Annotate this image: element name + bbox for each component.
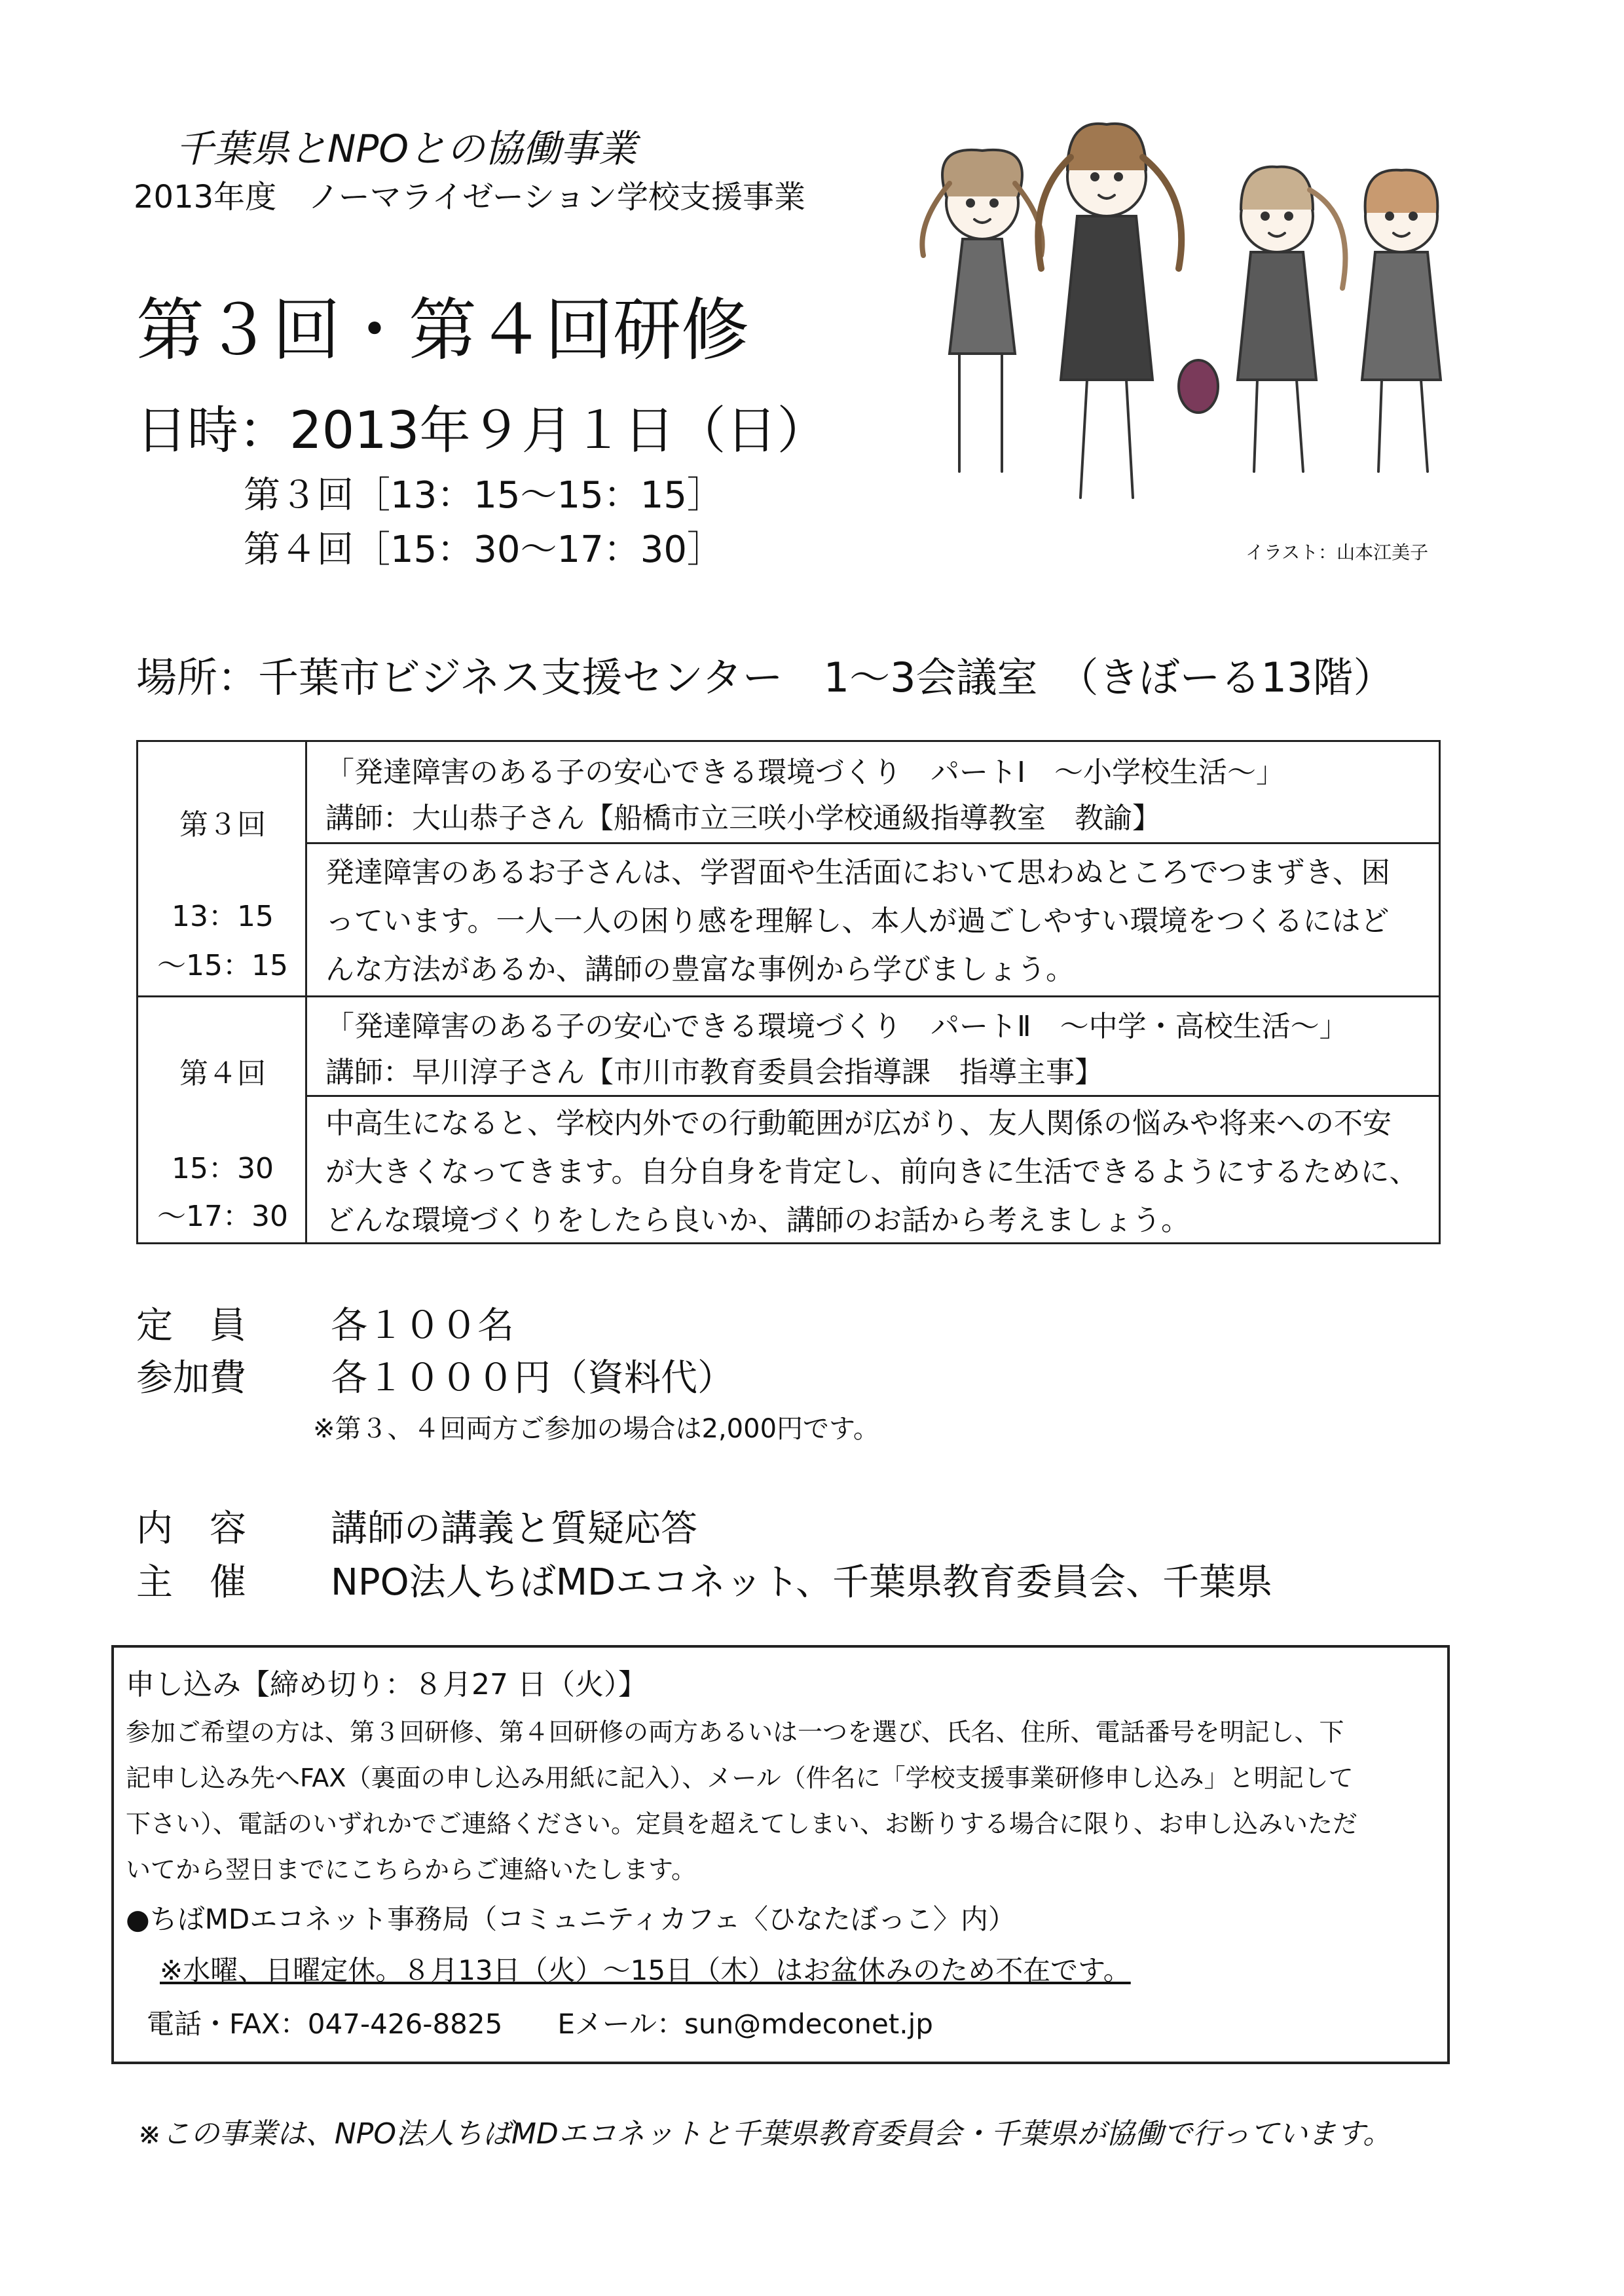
office-info: ●ちばMDエコネット事務局（コミュニティカフェ〈ひなたぼっこ〉内） <box>126 1903 1016 1935</box>
collab-label: 千葉県とNPOとの協働事業 <box>175 126 637 171</box>
table-row <box>138 742 1439 997</box>
contact-info: 電話・FAX：047-426-8825 Eメール：sun@mdeconet.jp <box>147 2008 933 2040</box>
capacity-label: 定 員 <box>136 1305 246 1347</box>
session-desc-line: どんな環境づくりをしたら良いか、講師のお話から考えましょう。 <box>325 1204 1190 1237</box>
session-label: 第３回 <box>179 808 266 842</box>
host-value: NPO法人ちばMDエコネット、千葉県教育委員会、千葉県 <box>331 1561 1273 1604</box>
session4-time: 第４回［15：30〜17：30］ <box>244 528 724 571</box>
session3-time: 第３回［13：15〜15：15］ <box>244 474 724 517</box>
schedule-table <box>136 740 1441 1244</box>
application-line: 下さい）、電話のいずれかでご連絡ください。定員を超えてしまい、お断りする場合に限り、お申し込みいただ <box>126 1809 1358 1838</box>
session-label-cell <box>138 742 307 995</box>
session-topic: 「発達障害のある子の安心できる環境づくり パートⅠ 〜小学校生活〜」 <box>325 756 1285 789</box>
session-desc-cell <box>307 843 1439 995</box>
session-time-start: 13：15 <box>172 900 274 933</box>
fee-value: 各１０００円（資料代） <box>331 1357 734 1399</box>
content-label: 内 容 <box>136 1508 246 1550</box>
page-title: 第３回・第４回研修 <box>136 290 750 370</box>
application-line: いてから翌日までにこちらからご連絡いたします。 <box>126 1855 696 1884</box>
venue: 場所：千葉市ビジネス支援センター 1〜3会議室 （きぼーる13階） <box>136 654 1394 701</box>
session-topic-cell <box>307 742 1439 844</box>
session-desc-line: 中高生になると、学校内外での行動範囲が広がり、友人関係の悩みや将来への不安 <box>325 1107 1392 1140</box>
session-lecturer: 講師：早川淳子さん【市川市教育委員会指導課 指導主事】 <box>325 1056 1103 1089</box>
application-heading: 申し込み【締め切り：８月27 日（火）】 <box>126 1668 647 1701</box>
fee-note: ※第３、４回両方ご参加の場合は2,000円です。 <box>313 1414 879 1444</box>
session-time-end: 〜17：30 <box>157 1200 288 1233</box>
session-topic-cell <box>307 997 1439 1097</box>
session-label: 第４回 <box>179 1057 266 1090</box>
application-box <box>111 1645 1450 2064</box>
illustration-credit: イラスト：山本江美子 <box>1246 542 1429 563</box>
session-time-end: 〜15：15 <box>157 949 288 982</box>
session-time-start: 15：30 <box>172 1152 274 1185</box>
host-label: 主 催 <box>136 1561 246 1604</box>
content-value: 講師の講義と質疑応答 <box>331 1508 697 1550</box>
session-desc-line: っています。一人一人の困り感を理解し、本人が過ごしやすい環境をつくるにはど <box>325 904 1390 938</box>
application-line: 記申し込み先へFAX（裏面の申し込み用紙に記入）、メール（件名に「学校支援事業研修申し込み」と明記して <box>126 1764 1354 1792</box>
session-desc-line: 発達障害のあるお子さんは、学習面や生活面において思わぬところでつまずき、困 <box>325 856 1390 889</box>
session-lecturer: 講師：大山恭子さん【船橋市立三咲小学校通級指導教室 教諭】 <box>325 802 1161 835</box>
session-desc-line: が大きくなってきます。自分自身を肯定し、前向きに生活できるようにするために、 <box>325 1155 1418 1189</box>
session-desc-cell <box>307 1097 1439 1244</box>
project-label: 2013年度 ノーマライゼーション学校支援事業 <box>134 179 805 215</box>
illustration-girls <box>910 105 1473 537</box>
session-topic: 「発達障害のある子の安心できる環境づくり パートⅡ 〜中学・高校生活〜」 <box>325 1010 1348 1043</box>
event-date: 日時：2013年９月１日（日） <box>136 401 828 460</box>
footer-note: ※この事業は、NPO法人ちばMDエコネットと千葉県教育委員会・千葉県が協働で行っています。 <box>138 2117 1392 2151</box>
capacity-value: 各１００名 <box>331 1305 514 1347</box>
session-label-cell <box>138 997 307 1244</box>
application-line: 参加ご希望の方は、第３回研修、第４回研修の両方あるいは一つを選び、氏名、住所、電話番号を明記し、下 <box>126 1718 1344 1747</box>
table-row <box>138 997 1439 1244</box>
session-desc-line: んな方法があるか、講師の豊富な事例から学びましょう。 <box>325 953 1075 986</box>
closed-days: ※水曜、日曜定休。８月13日（火）〜15日（木）はお盆休みのため不在です。 <box>160 1954 1131 1986</box>
fee-label: 参加費 <box>136 1357 246 1399</box>
